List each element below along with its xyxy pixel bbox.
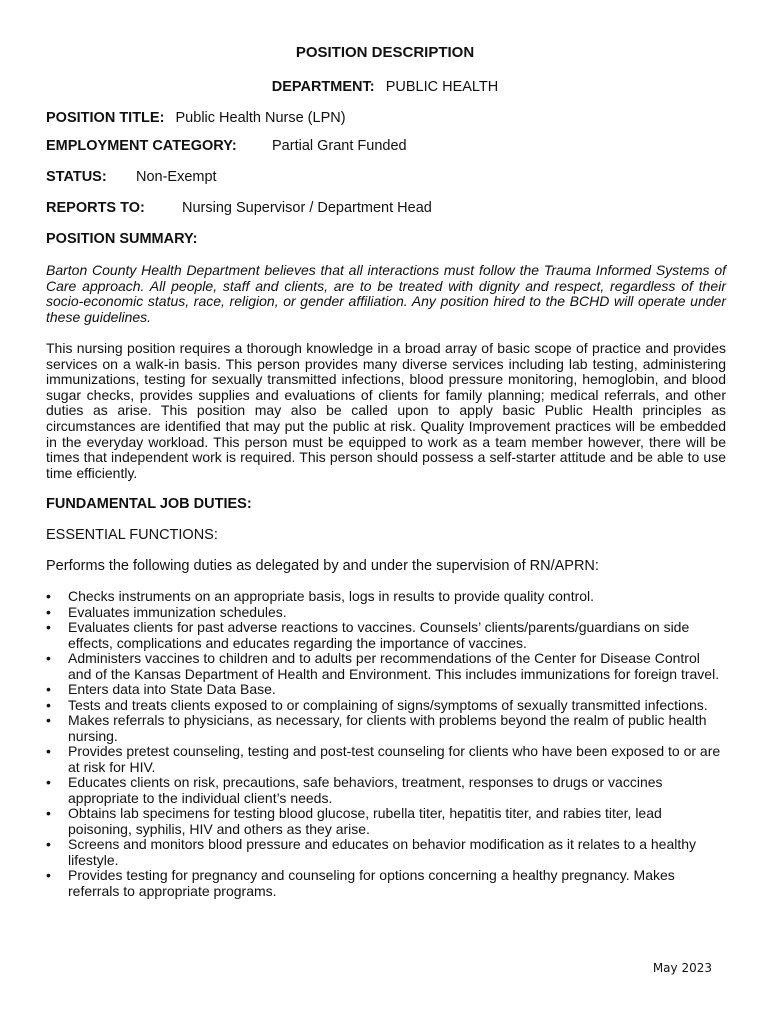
bullet-icon: • xyxy=(46,805,51,821)
bullet-icon: • xyxy=(46,650,51,666)
employment-category-value: Partial Grant Funded xyxy=(272,138,407,154)
trauma-informed-statement: Barton County Health Department believes that all interactions must follow the Trauma Informed Systems of Care approach. All people, staff and clients, are to be treated with dignity and respect, regardless of their socio-economic status, race, religion, or gender affiliation. Any position hired to the BCHD will operate under these guidelines. xyxy=(46,262,726,325)
document-title: POSITION DESCRIPTION xyxy=(295,44,475,61)
bullet-icon: • xyxy=(46,867,51,883)
bullet-icon: • xyxy=(46,836,51,852)
employment-category-label: EMPLOYMENT CATEGORY: xyxy=(46,138,237,154)
list-item: • Provides pretest counseling, testing and post-test counseling for clients who have been exposed to or are at risk for HIV. xyxy=(46,743,721,775)
department-label: DEPARTMENT: xyxy=(271,79,375,95)
bullet-icon: • xyxy=(46,774,51,790)
position-summary-heading: POSITION SUMMARY: xyxy=(46,231,198,247)
bullet-icon: • xyxy=(46,712,51,728)
list-item: • Evaluates immunization schedules. xyxy=(46,603,287,620)
essential-functions-subheading: ESSENTIAL FUNCTIONS: xyxy=(46,527,218,543)
department-line xyxy=(0,76,770,95)
reports-to-label: REPORTS TO: xyxy=(46,200,145,216)
position-summary-paragraph: This nursing position requires a thorough knowledge in a broad array of basic scope of practice and provides services on a walk-in basis. This person provides many diverse services including lab testing, administering immunizations, testing for sexually transmitted infections, blood pressure monitoring, hemoglobin, and blood sugar checks, provides supplies and evaluations of clients for family planning; medical referrals, and other duties as arise. This position may also be called upon to apply basic Public Health principles as circumstances are identified that may put the public at risk. Quality Improvement practices will be embedded in the everyday workload. This person must be equipped to work as a team member however, there will be times that independent work is required. This person should possess a self-starter attitude and be able to use time efficiently. xyxy=(46,340,726,481)
position-title-value: Public Health Nurse (LPN) xyxy=(175,110,346,126)
list-item: • Checks instruments on an appropriate basis, logs in results to provide quality control. xyxy=(46,588,595,604)
duties-intro: Performs the following duties as delegated by and under the supervision of RN/APRN: xyxy=(46,558,599,574)
bullet-icon: • xyxy=(46,603,51,620)
list-item: • Obtains lab specimens for testing blood glucose, rubella titer, hepatitis titer, and rabies titer, lead poisoning, syphilis, HIV and others as they arise. xyxy=(46,805,662,837)
status-value: Non-Exempt xyxy=(136,169,217,185)
list-item: • Educates clients on risk, precautions, safe behaviors, treatment, responses to drugs or vaccines appropriate to the individual client’s needs. xyxy=(46,774,663,806)
status-label: STATUS: xyxy=(46,169,107,185)
duties-list xyxy=(46,589,724,899)
footer-date: May 2023 xyxy=(652,961,712,975)
position-title-label: POSITION TITLE: xyxy=(46,110,165,126)
list-item: • Tests and treats clients exposed to or complaining of signs/symptoms of sexually transmitted infections. xyxy=(46,696,708,713)
bullet-icon: • xyxy=(46,696,51,713)
fundamental-duties-heading: FUNDAMENTAL JOB DUTIES: xyxy=(46,496,252,512)
list-item: • Administers vaccines to children and to adults per recommendations of the Center for Disease Control and of the Kansas Department of Health and Environment. This includes immunizations for foreign travel. xyxy=(46,650,720,682)
list-item: • Evaluates clients for past adverse reactions to vaccines. Counsels’ clients/parents/guardians on side effects, complications and educates regarding the importance of vaccines. xyxy=(46,619,690,651)
bullet-icon: • xyxy=(46,681,51,697)
bullet-icon: • xyxy=(46,588,51,604)
list-item: • Screens and monitors blood pressure and educates on behavior modification as it relates to a healthy lifestyle. xyxy=(46,836,697,868)
list-item: • Makes referrals to physicians, as necessary, for clients with problems beyond the realm of public health nursing. xyxy=(46,712,707,744)
bullet-icon: • xyxy=(46,743,51,759)
list-item: • Provides testing for pregnancy and counseling for options concerning a healthy pregnancy. Makes referrals to appropriate programs. xyxy=(46,867,675,899)
reports-to-value: Nursing Supervisor / Department Head xyxy=(182,200,432,216)
department-value: PUBLIC HEALTH xyxy=(385,79,499,95)
bullet-icon: • xyxy=(46,619,51,635)
list-item: • Enters data into State Data Base. xyxy=(46,681,276,697)
position-title-row xyxy=(46,107,346,126)
